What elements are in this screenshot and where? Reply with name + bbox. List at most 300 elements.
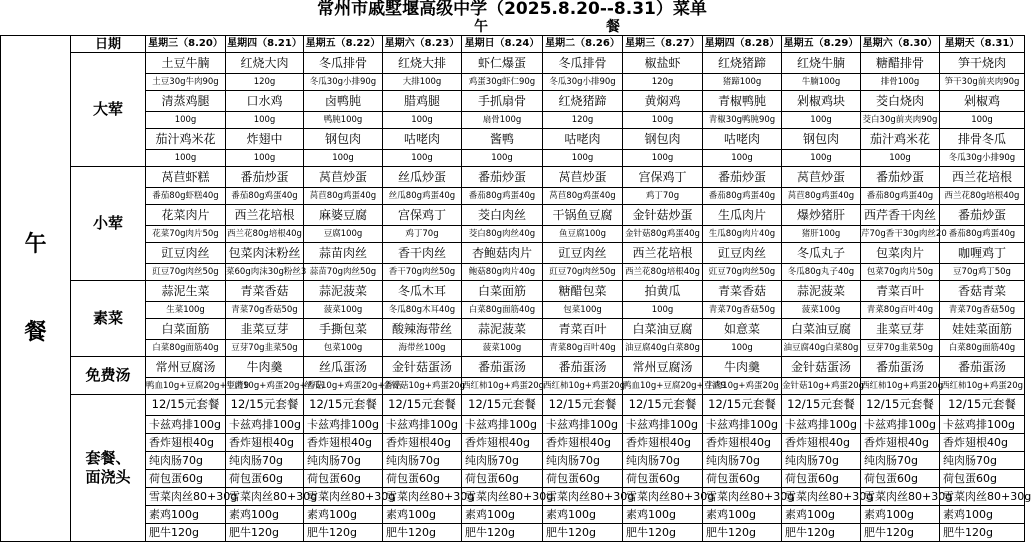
set-meal-item: 荷包蛋60g <box>940 470 1025 488</box>
menu-row <box>1 205 1025 226</box>
set-meal-item: 雪菜肉丝80+30g <box>462 488 543 506</box>
dish-name: 番茄蛋汤 <box>462 357 543 378</box>
date-header: 星期六（8.30） <box>861 36 940 53</box>
dish-name: 常州豆腐汤 <box>623 357 703 378</box>
set-meal-item: 荷包蛋60g <box>462 470 543 488</box>
dish-name: 卤鸭肫 <box>304 91 383 112</box>
dish-name: 豇豆肉丝 <box>543 243 623 264</box>
dish-name: 手抓扇骨 <box>462 91 543 112</box>
dish-name: 咕咾肉 <box>703 129 782 150</box>
dish-name: 金针菇蛋汤 <box>782 357 861 378</box>
set-meal-price: 12/15元套餐 <box>940 395 1025 416</box>
dish-portion: 丝瓜80g鸡蛋40g <box>383 188 462 205</box>
dish-portion: 豆70g鸡丁50g <box>940 264 1025 281</box>
date-header: 星期五（8.22） <box>304 36 383 53</box>
dish-portion: 花菜70g肉片50g <box>146 226 226 243</box>
dish-name: 腊鸡腿 <box>383 91 462 112</box>
dish-name: 红烧大肉 <box>226 53 304 74</box>
dish-portion: 鸭血10g+豆腐20g+豆渣9 <box>623 378 703 395</box>
meal-side-char-1: 午 <box>24 231 47 257</box>
menu-row <box>1 470 1025 488</box>
date-header-label: 日期 <box>71 36 146 53</box>
dish-portion: 西兰花80g培根40g <box>623 264 703 281</box>
dish-name: 炸翅中 <box>226 129 304 150</box>
menu-row <box>1 167 1025 188</box>
group-label: 素菜 <box>71 281 146 357</box>
set-meal-item: 卡兹鸡排100g <box>703 416 782 434</box>
dish-name: 白菜油豆腐 <box>782 319 861 340</box>
set-meal-item: 卡兹鸡排100g <box>462 416 543 434</box>
set-meal-item: 纯肉肠70g <box>782 452 861 470</box>
dish-name: 金针菇炒蛋 <box>623 205 703 226</box>
dish-portion: 100g <box>782 150 861 167</box>
set-meal-item: 荷包蛋60g <box>304 470 383 488</box>
menu-row <box>1 91 1025 112</box>
date-header: 星期二（8.26） <box>543 36 623 53</box>
set-meal-item: 肥牛120g <box>146 524 226 542</box>
set-meal-item: 肥牛120g <box>623 524 703 542</box>
dish-name: 西兰花培根 <box>623 243 703 264</box>
dish-name: 丝瓜蛋汤 <box>304 357 383 378</box>
dish-portion: 番茄80g鸡蛋40g <box>940 226 1025 243</box>
dish-portion: 莴苣80g鸡蛋40g <box>782 188 861 205</box>
meal-heading <box>0 19 1024 35</box>
dish-name: 钢包肉 <box>304 129 383 150</box>
dish-name: 番茄蛋汤 <box>861 357 940 378</box>
dish-name: 常州豆腐汤 <box>146 357 226 378</box>
dish-portion: 100g <box>623 150 703 167</box>
dish-portion: 100g <box>146 112 226 129</box>
menu-row <box>1 434 1025 452</box>
dish-name: 西芹香干肉丝 <box>861 205 940 226</box>
dish-name: 酸辣海带丝 <box>383 319 462 340</box>
dish-portion: 海带丝100g <box>383 340 462 357</box>
dish-portion: 排骨100g <box>861 74 940 91</box>
meal-side-label <box>1 36 71 542</box>
dish-portion: 冬瓜30g小排90g <box>304 74 383 91</box>
dish-name: 咕咾肉 <box>543 129 623 150</box>
group-label: 小荤 <box>71 167 146 281</box>
dish-name: 青椒鸭肫 <box>703 91 782 112</box>
dish-name: 茭白烧肉 <box>861 91 940 112</box>
set-meal-item: 荷包蛋60g <box>383 470 462 488</box>
dish-portion: 100g <box>383 150 462 167</box>
dish-portion: 番茄80g鸡蛋40g <box>462 188 543 205</box>
dish-name: 莴苣炒蛋 <box>782 167 861 188</box>
dish-portion: 白菜80g面筋40g <box>462 302 543 319</box>
dish-name: 莴苣炒蛋 <box>543 167 623 188</box>
dish-portion: 金针菇10g+鸡蛋20g <box>782 378 861 395</box>
dish-name: 豇豆肉丝 <box>703 243 782 264</box>
dish-portion: 西红柿10g+鸡蛋20g <box>940 378 1025 395</box>
dish-name: 牛肉羹 <box>226 357 304 378</box>
set-meal-item: 纯肉肠70g <box>940 452 1025 470</box>
dish-portion: 大排100g <box>383 74 462 91</box>
dish-name: 番茄炒蛋 <box>703 167 782 188</box>
menu-row <box>1 74 1025 91</box>
set-meal-item: 肥牛120g <box>304 524 383 542</box>
dish-portion: 菜60g肉沫30g粉丝3 <box>226 264 304 281</box>
set-meal-item: 素鸡100g <box>703 506 782 524</box>
dish-portion: 冬瓜30g小排90g <box>543 74 623 91</box>
dish-name: 冬瓜排骨 <box>304 53 383 74</box>
menu-row <box>1 319 1025 340</box>
dish-portion: 芹70g香干30g肉丝20 <box>861 226 940 243</box>
dish-name: 白菜面筋 <box>462 281 543 302</box>
set-meal-item: 肥牛120g <box>226 524 304 542</box>
dish-portion: 蒜苗70g肉丝50g <box>304 264 383 281</box>
menu-row <box>1 150 1025 167</box>
date-header: 星期五（8.29） <box>782 36 861 53</box>
dish-name: 娃娃菜面筋 <box>940 319 1025 340</box>
dish-portion: 牛肉10g+鸡蛋20g+香菇 <box>226 378 304 395</box>
set-meal-item: 荷包蛋60g <box>861 470 940 488</box>
dish-portion: 鸡丁70g <box>383 226 462 243</box>
dish-name: 红烧牛腩 <box>782 53 861 74</box>
dish-name: 番茄炒蛋 <box>226 167 304 188</box>
dish-name: 番茄蛋汤 <box>940 357 1025 378</box>
date-header: 星期日（8.24） <box>462 36 543 53</box>
menu-row <box>1 302 1025 319</box>
dish-name: 咕咾肉 <box>383 129 462 150</box>
dish-name: 冬瓜排骨 <box>543 53 623 74</box>
dish-name: 土豆牛腩 <box>146 53 226 74</box>
dish-name: 牛肉羹 <box>703 357 782 378</box>
dish-name: 韭菜豆芽 <box>226 319 304 340</box>
set-meal-item: 肥牛120g <box>543 524 623 542</box>
dish-portion: 莴苣80g鸡蛋40g <box>543 188 623 205</box>
menu-row <box>1 112 1025 129</box>
menu-row <box>1 188 1025 205</box>
set-meal-item: 纯肉肠70g <box>543 452 623 470</box>
set-meal-item: 雪菜肉丝80+30g <box>226 488 304 506</box>
dish-portion: 白菜80g面筋40g <box>940 340 1025 357</box>
set-meal-item: 纯肉肠70g <box>703 452 782 470</box>
set-meal-item: 纯肉肠70g <box>861 452 940 470</box>
dish-portion: 100g <box>146 150 226 167</box>
set-meal-item: 肥牛120g <box>703 524 782 542</box>
menu-row <box>1 378 1025 395</box>
set-meal-item: 香炸翅根40g <box>782 434 861 452</box>
set-meal-item: 卡兹鸡排100g <box>782 416 861 434</box>
set-meal-item: 纯肉肠70g <box>146 452 226 470</box>
group-label-line: 面浇头 <box>85 468 131 486</box>
dish-name: 白菜面筋 <box>146 319 226 340</box>
dish-name: 蒜泥生菜 <box>146 281 226 302</box>
dish-name: 包菜肉沫粉丝 <box>226 243 304 264</box>
menu-title: 常州市戚墅堰高级中学（2025.8.20--8.31）菜单 <box>317 0 707 19</box>
dish-name: 剁椒鸡 <box>940 91 1025 112</box>
dish-portion: 冬瓜30g小排90g <box>940 150 1025 167</box>
dish-name: 冬瓜木耳 <box>383 281 462 302</box>
set-meal-price: 12/15元套餐 <box>462 395 543 416</box>
dish-portion: 100g <box>543 150 623 167</box>
dish-portion: 鸡蛋30g虾仁90g <box>462 74 543 91</box>
set-meal-price: 12/15元套餐 <box>304 395 383 416</box>
dish-portion: 鸭血10g+豆腐20g+豆渣9 <box>146 378 226 395</box>
set-meal-item: 肥牛120g <box>940 524 1025 542</box>
set-meal-price: 12/15元套餐 <box>703 395 782 416</box>
set-meal-item: 素鸡100g <box>543 506 623 524</box>
dish-portion: 生瓜80g肉片40g <box>703 226 782 243</box>
dish-name: 蒜泥菠菜 <box>462 319 543 340</box>
dish-portion: 100g <box>782 112 861 129</box>
set-meal-item: 荷包蛋60g <box>146 470 226 488</box>
menu-row <box>1 416 1025 434</box>
date-header: 星期三（8.27） <box>623 36 703 53</box>
set-meal-item: 素鸡100g <box>623 506 703 524</box>
set-meal-item: 卡兹鸡排100g <box>383 416 462 434</box>
set-meal-item: 素鸡100g <box>462 506 543 524</box>
dish-name: 西兰花培根 <box>226 205 304 226</box>
dish-name: 韭菜豆芽 <box>861 319 940 340</box>
menu-row <box>1 264 1025 281</box>
set-meal-item: 卡兹鸡排100g <box>304 416 383 434</box>
dish-name: 干锅鱼豆腐 <box>543 205 623 226</box>
dish-portion: 丝瓜10g+鸡蛋20g+香菇 <box>304 378 383 395</box>
date-header: 星期四（8.28） <box>703 36 782 53</box>
dish-name: 爆炒猪肝 <box>782 205 861 226</box>
group-label <box>71 395 146 542</box>
set-meal-item: 肥牛120g <box>383 524 462 542</box>
dish-name: 酱鸭 <box>462 129 543 150</box>
dish-name: 钢包肉 <box>782 129 861 150</box>
dish-name: 口水鸡 <box>226 91 304 112</box>
set-meal-item: 卡兹鸡排100g <box>146 416 226 434</box>
dish-portion: 100g <box>623 302 703 319</box>
set-meal-item: 纯肉肠70g <box>462 452 543 470</box>
dish-name: 茭白肉丝 <box>462 205 543 226</box>
dish-name: 咖喱鸡丁 <box>940 243 1025 264</box>
dish-portion: 包菜70g肉片50g <box>861 264 940 281</box>
meal-heading-char-2: 餐 <box>606 19 620 35</box>
dish-portion: 牛腩100g <box>782 74 861 91</box>
set-meal-item: 雪菜肉丝80+30g <box>940 488 1025 506</box>
set-meal-item: 纯肉肠70g <box>226 452 304 470</box>
dish-portion: 菠菜100g <box>782 302 861 319</box>
set-meal-item: 卡兹鸡排100g <box>861 416 940 434</box>
dish-portion: 西兰花80g培根40g <box>226 226 304 243</box>
dish-portion: 菠菜100g <box>304 302 383 319</box>
set-meal-item: 卡兹鸡排100g <box>543 416 623 434</box>
dish-name: 番茄蛋汤 <box>543 357 623 378</box>
dish-portion: 西兰花80g培根40g <box>940 188 1025 205</box>
dish-name: 青菜香菇 <box>703 281 782 302</box>
menu-row <box>1 340 1025 357</box>
set-meal-item: 雪菜肉丝80+30g <box>703 488 782 506</box>
set-meal-item: 素鸡100g <box>940 506 1025 524</box>
dish-portion: 青菜80g百叶40g <box>861 302 940 319</box>
dish-name: 黄焖鸡 <box>623 91 703 112</box>
dish-name: 拍黄瓜 <box>623 281 703 302</box>
dish-name: 豇豆肉丝 <box>146 243 226 264</box>
dish-portion: 鸡丁70g <box>623 188 703 205</box>
dish-portion: 100g <box>226 112 304 129</box>
dish-name: 红烧大排 <box>383 53 462 74</box>
set-meal-item: 荷包蛋60g <box>226 470 304 488</box>
set-meal-item: 香炸翅根40g <box>383 434 462 452</box>
set-meal-item: 素鸡100g <box>226 506 304 524</box>
dish-name: 白菜油豆腐 <box>623 319 703 340</box>
set-meal-price: 12/15元套餐 <box>543 395 623 416</box>
dish-name: 排骨冬瓜 <box>940 129 1025 150</box>
dish-name: 如意菜 <box>703 319 782 340</box>
set-meal-price: 12/15元套餐 <box>782 395 861 416</box>
set-meal-item: 香炸翅根40g <box>703 434 782 452</box>
dish-name: 青菜百叶 <box>861 281 940 302</box>
dish-portion: 茭白30g前夹肉90g <box>861 112 940 129</box>
dish-name: 青菜香菇 <box>226 281 304 302</box>
menu-row <box>1 488 1025 506</box>
date-header: 星期六（8.23） <box>383 36 462 53</box>
date-header: 星期四（8.21） <box>226 36 304 53</box>
dish-name: 笋干烧肉 <box>940 53 1025 74</box>
set-meal-item: 荷包蛋60g <box>543 470 623 488</box>
dish-portion: 100g <box>304 150 383 167</box>
dish-name: 莴苣炒蛋 <box>304 167 383 188</box>
dish-portion: 油豆腐40g白菜80g <box>782 340 861 357</box>
dish-portion: 豇豆70g肉丝50g <box>543 264 623 281</box>
date-header: 星期天（8.31） <box>940 36 1025 53</box>
set-meal-item: 香炸翅根40g <box>861 434 940 452</box>
set-meal-item: 雪菜肉丝80+30g <box>383 488 462 506</box>
menu-row <box>1 452 1025 470</box>
dish-portion: 冬瓜80g丸子40g <box>782 264 861 281</box>
menu-row <box>1 53 1025 74</box>
set-meal-item: 雪菜肉丝80+30g <box>543 488 623 506</box>
dish-portion: 100g <box>462 150 543 167</box>
set-meal-item: 肥牛120g <box>782 524 861 542</box>
dish-portion: 西红柿10g+鸡蛋20g <box>861 378 940 395</box>
menu-row <box>1 506 1025 524</box>
dish-name: 麻婆豆腐 <box>304 205 383 226</box>
dish-portion: 豇豆70g肉丝50g <box>146 264 226 281</box>
dish-portion: 牛肉10g+鸡蛋20g <box>703 378 782 395</box>
dish-portion: 120g <box>623 74 703 91</box>
dish-portion: 香干70g肉丝50g <box>383 264 462 281</box>
menu-row <box>1 129 1025 150</box>
set-meal-item: 香炸翅根40g <box>146 434 226 452</box>
dish-name: 糖醋包菜 <box>543 281 623 302</box>
dish-portion: 100g <box>623 112 703 129</box>
set-meal-item: 卡兹鸡排100g <box>940 416 1025 434</box>
menu-row <box>1 524 1025 542</box>
dish-name: 椒盐虾 <box>623 53 703 74</box>
group-label-line: 套餐、 <box>85 448 131 467</box>
dish-portion: 豆芽70g韭菜50g <box>226 340 304 357</box>
dish-portion: 青菜70g香菇50g <box>703 302 782 319</box>
menu-row <box>1 281 1025 302</box>
dish-portion: 100g <box>940 112 1025 129</box>
dish-name: 冬瓜丸子 <box>782 243 861 264</box>
meal-side-char-2: 餐 <box>24 319 47 345</box>
set-meal-item: 雪菜肉丝80+30g <box>623 488 703 506</box>
dish-portion: 青菜80g百叶40g <box>543 340 623 357</box>
dish-name: 剁椒鸡块 <box>782 91 861 112</box>
set-meal-item: 香炸翅根40g <box>462 434 543 452</box>
dish-portion: 豆腐100g <box>304 226 383 243</box>
dish-name: 宫保鸡丁 <box>623 167 703 188</box>
menu-table <box>0 35 1031 542</box>
dish-name: 杏鲍菇肉片 <box>462 243 543 264</box>
dish-name: 番茄炒蛋 <box>462 167 543 188</box>
set-meal-item: 雪菜肉丝80+30g <box>782 488 861 506</box>
dish-name: 青菜百叶 <box>543 319 623 340</box>
dish-name: 红烧猪蹄 <box>703 53 782 74</box>
set-meal-item: 素鸡100g <box>861 506 940 524</box>
dish-name: 花菜肉片 <box>146 205 226 226</box>
dish-name: 莴苣虾糕 <box>146 167 226 188</box>
set-meal-price: 12/15元套餐 <box>383 395 462 416</box>
dish-portion: 番茄80g虾糕40g <box>146 188 226 205</box>
dish-portion: 豆芽70g韭菜50g <box>861 340 940 357</box>
set-meal-item: 卡兹鸡排100g <box>226 416 304 434</box>
dish-name: 丝瓜炒蛋 <box>383 167 462 188</box>
dish-name: 蒜泥菠菜 <box>782 281 861 302</box>
dish-name: 生瓜肉片 <box>703 205 782 226</box>
menu-row <box>1 395 1025 416</box>
set-meal-price: 12/15元套餐 <box>146 395 226 416</box>
dish-portion: 包菜100g <box>304 340 383 357</box>
dish-portion: 100g <box>226 150 304 167</box>
set-meal-item: 素鸡100g <box>383 506 462 524</box>
dish-portion: 番茄80g鸡蛋40g <box>861 188 940 205</box>
set-meal-item: 肥牛120g <box>462 524 543 542</box>
dish-name: 红烧猪蹄 <box>543 91 623 112</box>
set-meal-item: 香炸翅根40g <box>543 434 623 452</box>
set-meal-item: 素鸡100g <box>304 506 383 524</box>
dish-name: 西兰花培根 <box>940 167 1025 188</box>
set-meal-item: 纯肉肠70g <box>383 452 462 470</box>
group-label: 大荤 <box>71 53 146 167</box>
dish-name: 蒜泥菠菜 <box>304 281 383 302</box>
set-meal-item: 素鸡100g <box>146 506 226 524</box>
dish-portion: 笋干30g前夹肉90g <box>940 74 1025 91</box>
dish-portion: 100g <box>861 150 940 167</box>
dish-portion: 番茄80g鸡蛋40g <box>226 188 304 205</box>
set-meal-item: 荷包蛋60g <box>623 470 703 488</box>
dish-name: 手撕包菜 <box>304 319 383 340</box>
dish-portion: 鲍菇80g肉片40g <box>462 264 543 281</box>
dish-portion: 菠菜100g <box>462 340 543 357</box>
set-meal-item: 卡兹鸡排100g <box>623 416 703 434</box>
dish-portion: 金针菇80g鸡蛋40g <box>623 226 703 243</box>
dish-name: 钢包肉 <box>623 129 703 150</box>
set-meal-item: 雪菜肉丝80+30g <box>304 488 383 506</box>
meal-heading-char-1: 午 <box>474 19 488 35</box>
dish-portion: 白菜80g面筋40g <box>146 340 226 357</box>
dish-portion: 青椒30g鸭肫90g <box>703 112 782 129</box>
dish-portion: 生菜100g <box>146 302 226 319</box>
set-meal-price: 12/15元套餐 <box>226 395 304 416</box>
set-meal-item: 香炸翅根40g <box>226 434 304 452</box>
dish-name: 香干肉丝 <box>383 243 462 264</box>
dish-name: 清蒸鸡腿 <box>146 91 226 112</box>
dish-portion: 猪蹄100g <box>703 74 782 91</box>
set-meal-price: 12/15元套餐 <box>861 395 940 416</box>
set-meal-item: 素鸡100g <box>782 506 861 524</box>
dish-name: 金针菇蛋汤 <box>383 357 462 378</box>
dish-portion: 冬瓜80g木耳40g <box>383 302 462 319</box>
dish-portion: 120g <box>226 74 304 91</box>
dish-name: 茄汁鸡米花 <box>146 129 226 150</box>
dish-name: 包菜肉片 <box>861 243 940 264</box>
dish-portion: 西红柿10g+鸡蛋20g <box>462 378 543 395</box>
set-meal-item: 香炸翅根40g <box>623 434 703 452</box>
dish-name: 茄汁鸡米花 <box>861 129 940 150</box>
dish-portion: 土豆30g牛肉90g <box>146 74 226 91</box>
set-meal-item: 纯肉肠70g <box>623 452 703 470</box>
